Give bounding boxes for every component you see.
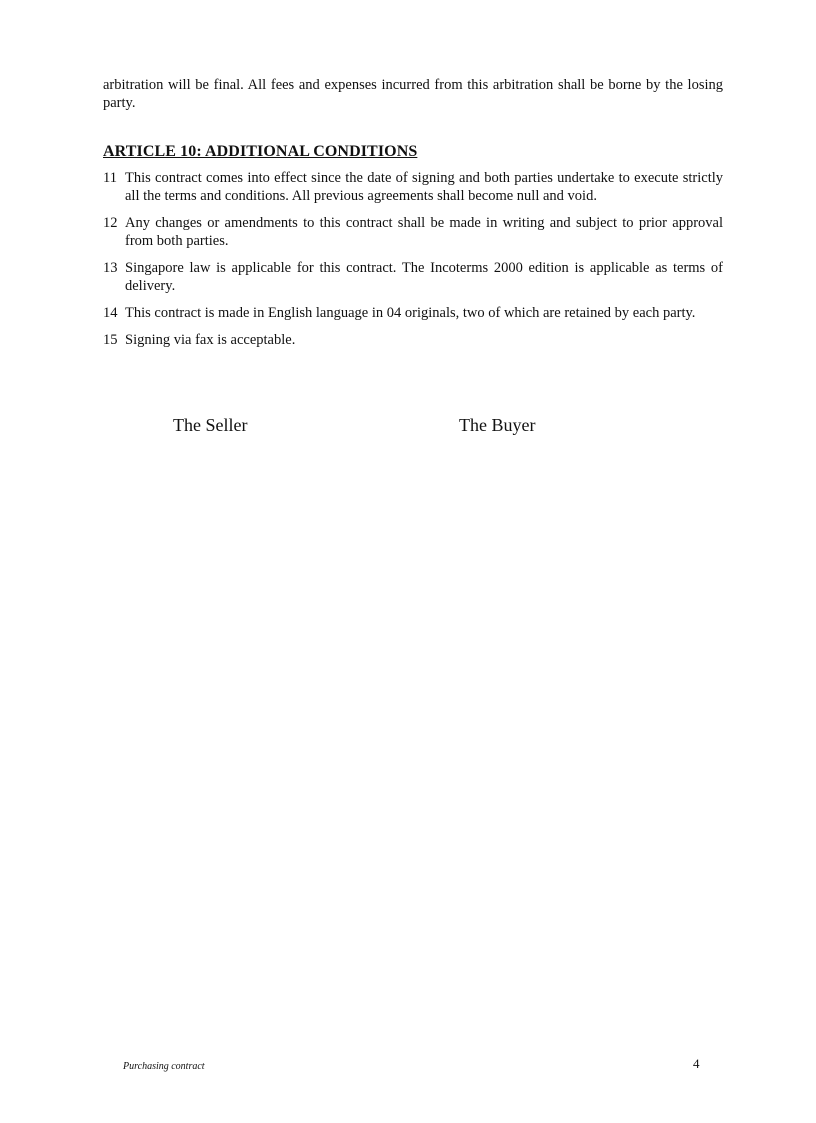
clause-number: 13 (103, 260, 118, 276)
page-number: 4 (693, 1056, 700, 1071)
clause-number: 15 (103, 332, 118, 348)
article-heading: ARTICLE 10: ADDITIONAL CONDITIONS (103, 143, 418, 160)
clause-text: This contract is made in English language in 04 originals, two of which are retained by each party. (125, 305, 696, 321)
continuation-paragraph: arbitration will be final. All fees and expenses incurred from this arbitration shall be borne by the losing party. (103, 77, 723, 111)
clause-number: 14 (103, 305, 118, 321)
clause-14 (103, 304, 723, 322)
clause-13 (103, 259, 723, 295)
clause-text: Signing via fax is acceptable. (125, 332, 296, 348)
clause-11 (103, 169, 723, 205)
footer-document-title: Purchasing contract (123, 1061, 205, 1072)
buyer-signature-label: The Buyer (459, 415, 536, 435)
clause-number: 11 (103, 170, 117, 186)
clause-text: This contract comes into effect since the date of signing and both parties undertake to execute strictly all the terms and conditions. All previous agreements shall become null and void. (125, 170, 723, 204)
clause-12 (103, 214, 723, 250)
clause-text: Singapore law is applicable for this contract. The Incoterms 2000 edition is applicable as terms of delivery. (125, 260, 723, 294)
clause-15 (103, 331, 723, 349)
clause-number: 12 (103, 215, 118, 231)
clause-text: Any changes or amendments to this contract shall be made in writing and subject to prior approval from both parties. (125, 215, 723, 249)
seller-signature-label: The Seller (173, 415, 248, 435)
clause-list (103, 169, 723, 358)
